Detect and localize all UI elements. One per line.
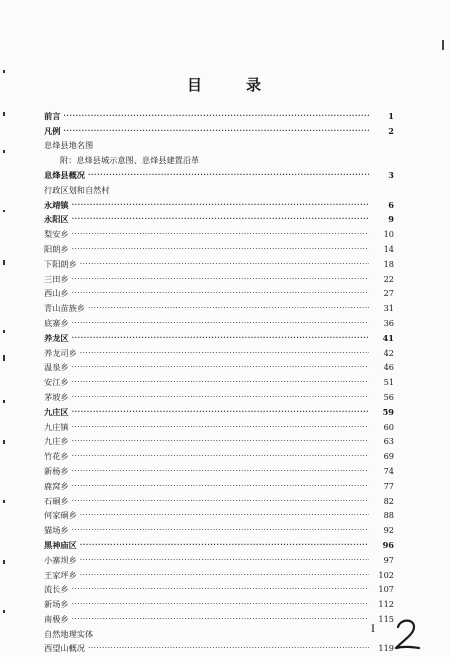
toc-entry-label: 附：息烽县城示意图、息烽县建置沿革 <box>60 155 200 166</box>
toc-entry <box>44 580 394 595</box>
toc-entry-label: 茅坡乡 <box>44 391 69 402</box>
toc-entry <box>44 565 394 580</box>
toc-entry <box>44 639 394 654</box>
toc-entry-label: 梨安乡 <box>44 229 69 240</box>
toc-page-number: 18 <box>383 258 394 269</box>
toc-entry-label: 前言 <box>44 110 61 121</box>
toc-page-number: 14 <box>383 243 394 254</box>
toc-entry <box>44 298 394 313</box>
toc-entry <box>44 165 394 180</box>
toc-page-number: 82 <box>383 495 394 506</box>
toc-entry-label: 养龙司乡 <box>44 347 77 358</box>
toc-page-number: 10 <box>383 229 394 240</box>
dot-leader <box>80 259 369 269</box>
toc-entry <box>44 313 394 328</box>
toc-page-number: 6 <box>388 199 394 210</box>
toc-entry-label: 鹿窝乡 <box>44 480 69 491</box>
toc-entry-label: 小寨坝乡 <box>44 554 77 565</box>
toc-entry <box>44 402 394 417</box>
toc-entry <box>44 506 394 521</box>
toc-entry <box>44 239 394 254</box>
toc-page-number: 42 <box>383 347 394 358</box>
toc-page-number: 97 <box>383 554 394 565</box>
toc-page-number: 36 <box>383 317 394 328</box>
dot-leader <box>72 274 369 284</box>
dot-leader <box>72 451 369 461</box>
dot-leader <box>88 303 369 313</box>
toc-entry <box>44 594 394 609</box>
toc-entry-label: 行政区划和自然村 <box>44 184 110 195</box>
toc-page-number: 63 <box>383 436 394 447</box>
toc-entry <box>44 284 394 299</box>
dot-leader <box>72 200 369 210</box>
toc-entry-label: 阳朗乡 <box>44 243 69 254</box>
toc-page-number: 96 <box>382 539 394 550</box>
toc-entry <box>44 461 394 476</box>
toc-entry <box>44 372 394 387</box>
dot-leader <box>72 422 369 432</box>
dot-leader <box>72 525 369 535</box>
toc-entry-label: 流长乡 <box>44 584 69 595</box>
toc-entry-label: 西山乡 <box>44 288 69 299</box>
toc-page-number: 1 <box>388 110 394 121</box>
toc-entry-label: 新杨乡 <box>44 465 69 476</box>
page-number-roman: I <box>371 621 375 635</box>
toc-entry-label: 九庄乡 <box>44 436 69 447</box>
dot-leader <box>72 333 369 343</box>
toc-entry-label: 九庄区 <box>44 406 69 417</box>
toc-page-number: 56 <box>383 391 394 402</box>
toc-entry-label: 息烽县概况 <box>44 169 85 180</box>
toc-entry <box>44 432 394 447</box>
dot-leader <box>72 599 369 609</box>
dot-leader <box>72 584 369 594</box>
toc-section-heading <box>44 136 394 151</box>
toc-page-number: 60 <box>383 421 394 432</box>
dot-leader <box>72 392 369 402</box>
toc-page-number: 102 <box>378 569 394 580</box>
toc-entry-label: 青山苗族乡 <box>44 303 85 314</box>
dot-leader <box>63 111 369 121</box>
dot-leader <box>72 436 369 446</box>
toc-entry-label: 凡例 <box>44 125 61 136</box>
dot-leader <box>72 481 369 491</box>
dot-leader <box>72 614 369 624</box>
toc-entry-label: 西望山概况 <box>44 643 85 654</box>
toc-entry-label: 王家坪乡 <box>44 569 77 580</box>
dot-leader <box>72 318 369 328</box>
toc-entry <box>44 328 394 343</box>
toc-entry <box>44 491 394 506</box>
title-char-1: 目 <box>186 76 204 94</box>
toc-entry-label: 南极乡 <box>44 613 69 624</box>
dot-leader <box>72 288 369 298</box>
toc-page-number: 31 <box>383 303 394 314</box>
page-title <box>0 74 450 95</box>
table-of-contents <box>44 106 394 653</box>
toc-entry <box>44 609 394 624</box>
toc-page-number: 77 <box>383 480 394 491</box>
toc-page-number: 107 <box>378 584 394 595</box>
toc-entry-label: 下阳朗乡 <box>44 258 77 269</box>
dot-leader <box>63 126 369 136</box>
toc-entry-label: 永靖镇 <box>44 199 69 210</box>
toc-entry-label: 温泉乡 <box>44 362 69 373</box>
toc-entry <box>44 520 394 535</box>
dot-leader <box>72 362 369 372</box>
toc-page-number: 22 <box>383 273 394 284</box>
toc-entry <box>44 358 394 373</box>
dot-leader <box>72 496 369 506</box>
toc-page-number: 9 <box>388 214 394 225</box>
dot-leader <box>72 466 369 476</box>
toc-entry <box>44 210 394 225</box>
title-char-2: 录 <box>246 76 264 94</box>
dot-leader <box>80 540 369 550</box>
toc-page-number: 74 <box>383 465 394 476</box>
toc-page-number: 88 <box>383 510 394 521</box>
dot-leader <box>72 214 369 224</box>
toc-entry-label: 猫场乡 <box>44 525 69 536</box>
dot-leader <box>80 510 369 520</box>
toc-entry-label: 黑神庙区 <box>44 539 77 550</box>
toc-entry-label: 息烽县地名图 <box>44 140 94 151</box>
scan-edge-marks <box>0 0 10 657</box>
dot-leader <box>72 244 369 254</box>
toc-entry-label: 自然地理实体 <box>44 628 94 639</box>
dot-leader <box>80 570 369 580</box>
toc-page-number: 2 <box>388 125 394 136</box>
toc-page-number: 51 <box>383 377 394 388</box>
toc-page-number: 41 <box>382 332 394 343</box>
toc-entry <box>44 254 394 269</box>
toc-entry <box>44 121 394 136</box>
toc-section-heading <box>44 624 394 639</box>
toc-entry <box>44 269 394 284</box>
toc-entry-label: 新场乡 <box>44 599 69 610</box>
toc-entry <box>44 535 394 550</box>
toc-section-heading <box>44 180 394 195</box>
toc-entry-label: 三田乡 <box>44 273 69 284</box>
toc-entry-label: 九庄镇 <box>44 421 69 432</box>
toc-entry <box>44 106 394 121</box>
toc-page-number: 3 <box>388 169 394 180</box>
toc-entry <box>44 446 394 461</box>
toc-page-number: 69 <box>383 451 394 462</box>
toc-entry <box>44 343 394 358</box>
dot-leader <box>72 229 369 239</box>
toc-entry-label: 永阳区 <box>44 214 69 225</box>
toc-entry <box>44 550 394 565</box>
toc-entry <box>44 387 394 402</box>
toc-entry-label: 何家硐乡 <box>44 510 77 521</box>
dot-leader <box>88 170 369 180</box>
dot-leader <box>72 377 369 387</box>
dot-leader <box>80 555 369 565</box>
toc-entry <box>44 417 394 432</box>
dot-leader <box>88 643 369 653</box>
scan-mark <box>442 40 444 50</box>
toc-page-number: 46 <box>383 362 394 373</box>
toc-page-number: 119 <box>378 643 394 654</box>
toc-page-number: 27 <box>383 288 394 299</box>
toc-entry-label: 安江乡 <box>44 377 69 388</box>
handwritten-page-number <box>392 615 422 655</box>
toc-page-number: 59 <box>382 406 394 417</box>
toc-entry-label: 底寨乡 <box>44 317 69 328</box>
toc-page-number: 92 <box>383 525 394 536</box>
toc-entry <box>44 476 394 491</box>
toc-entry-label: 竹花乡 <box>44 451 69 462</box>
toc-page-number: 112 <box>378 599 394 610</box>
toc-entry <box>44 195 394 210</box>
toc-entry-label: 养龙区 <box>44 332 69 343</box>
dot-leader <box>80 348 369 358</box>
toc-entry <box>44 224 394 239</box>
toc-note <box>44 150 394 165</box>
toc-entry-label: 石硐乡 <box>44 495 69 506</box>
dot-leader <box>72 407 369 417</box>
toc-page-number: 115 <box>378 613 394 624</box>
